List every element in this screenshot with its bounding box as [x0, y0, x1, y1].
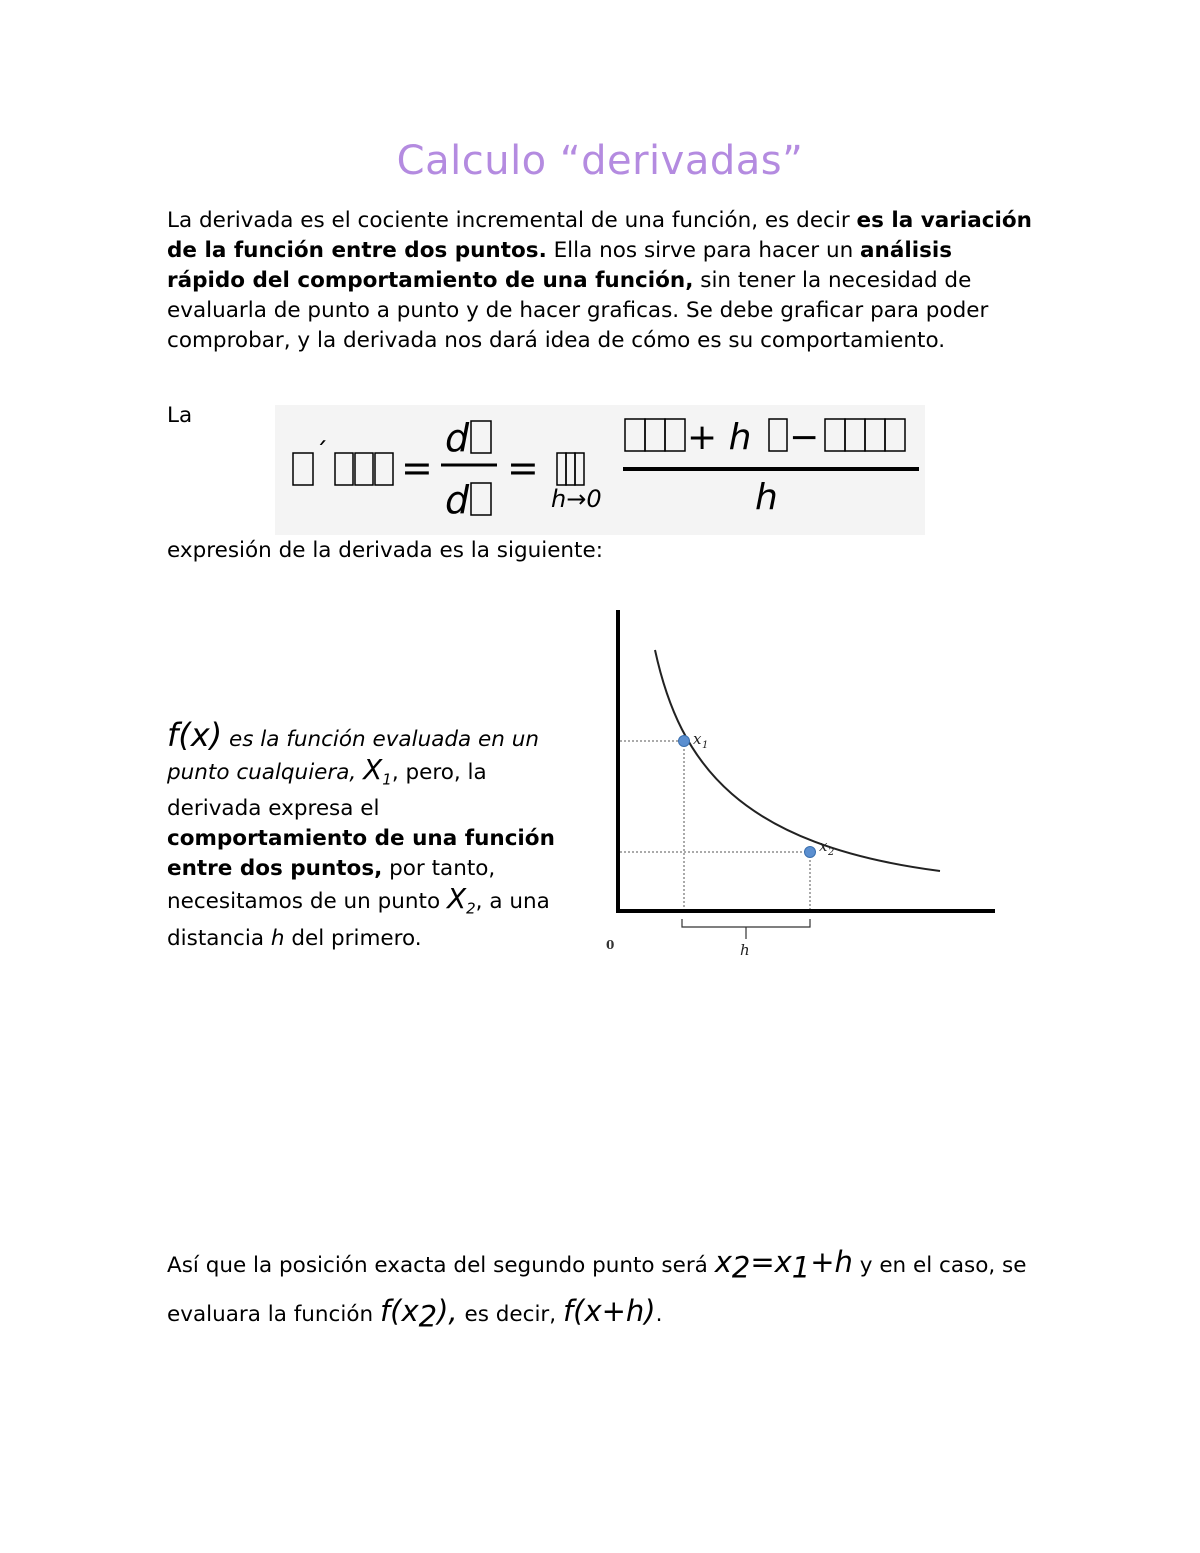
d-numerator: d: [445, 416, 470, 460]
final-eq-x1: =x: [750, 1245, 792, 1279]
final-fx2-sub: 2: [418, 1299, 438, 1334]
intro-text-1: La derivada es el cociente incremental de una función, es decir: [167, 208, 857, 233]
origin-label: 0: [606, 938, 615, 952]
intro-text-3: sin tener la necesidad de evaluarla de punto a punto y de hacer graficas. Se debe graficar para poder comprobar, y la derivada nos dará idea de cómo es su comportamiento.: [167, 268, 989, 353]
x2-subscript: 2: [466, 899, 476, 918]
side-text-5: del primero.: [284, 925, 422, 951]
x1-subscript: 1: [382, 770, 392, 789]
x1-point: [679, 736, 690, 747]
x2-point: [805, 847, 816, 858]
h-symbol: h: [270, 925, 285, 951]
function-curve: [655, 650, 940, 871]
final-paragraph: [167, 1240, 1047, 1339]
intro-paragraph: [167, 206, 1037, 356]
fx-label: f(x): [167, 716, 223, 754]
final-text-2: y en el caso, se evaluara la función: [167, 1253, 1027, 1328]
prime-mark: ´: [315, 438, 328, 468]
side-text-3: por tanto, necesitamos de un punto: [167, 856, 496, 915]
side-explanation: [167, 716, 577, 954]
equals-sign-1: =: [401, 446, 433, 490]
h-denominator: h: [755, 477, 778, 518]
final-x1-sub: 1: [791, 1250, 811, 1285]
final-fx2: f(x: [379, 1294, 419, 1329]
x1-label-subscript: 1: [702, 740, 709, 751]
minus-sign: −: [789, 417, 820, 458]
side-text-2: , pero, la derivada expresa el: [167, 760, 487, 822]
x2-label: x: [819, 837, 828, 855]
intro-text-2: Ella nos sirve para hacer un: [546, 238, 861, 263]
la-word: La: [167, 403, 193, 428]
final-fx2-close: ),: [437, 1294, 458, 1329]
final-x2-sub: 2: [731, 1250, 751, 1285]
document-title: Calculo “derivadas”: [396, 138, 804, 184]
equals-sign-2: =: [507, 446, 539, 490]
side-text-4: , a una distancia: [167, 889, 550, 951]
plus-h: + h: [687, 417, 752, 458]
d-denominator: d: [445, 478, 470, 522]
h-label: h: [740, 941, 750, 959]
limit-subscript: h→0: [551, 485, 602, 513]
x1-label: x: [693, 730, 702, 748]
expression-line: expresión de la derivada es la siguiente:: [167, 538, 603, 563]
final-text-1: Así que la posición exacta del segundo punto será: [167, 1253, 715, 1278]
final-plus-h: +h: [810, 1245, 853, 1279]
x2-symbol: X: [446, 882, 467, 916]
x1-symbol: X: [363, 753, 383, 786]
side-bold: comportamiento de una función entre dos puntos,: [167, 826, 555, 882]
derivative-graph: [600, 605, 1010, 965]
h-bracket: [682, 919, 810, 927]
side-text-1: es la función evaluada en un punto cualquiera,: [167, 727, 539, 785]
final-x2: x: [714, 1245, 732, 1279]
final-period: .: [655, 1302, 663, 1328]
derivative-formula: [275, 405, 925, 535]
final-fxh: f(x+h): [562, 1294, 656, 1329]
x2-label-subscript: 2: [828, 847, 835, 858]
intro-bold-2: análisis rápido del comportamiento de una función,: [167, 238, 953, 293]
intro-bold-1: es la variación de la función entre dos puntos.: [167, 208, 1032, 263]
final-text-3: es decir,: [457, 1302, 563, 1328]
